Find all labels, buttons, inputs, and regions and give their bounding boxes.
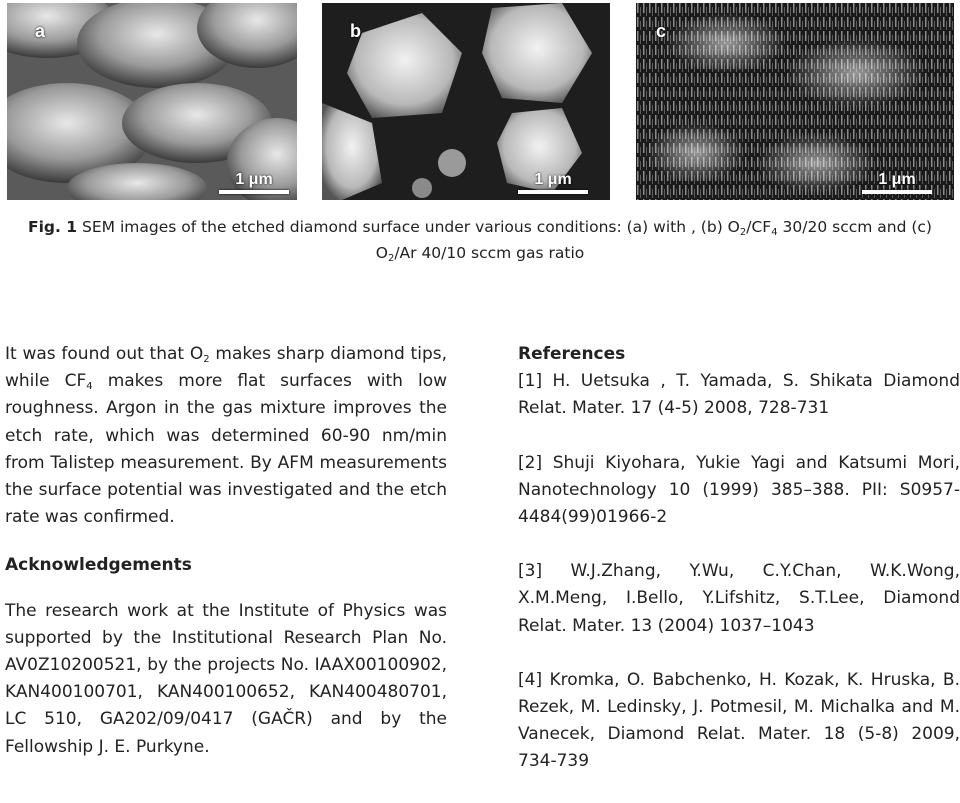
results-text-c: makes more flat surfaces with low roughness. Argon in the gas mixture improves the etch rate, which was determined 60-90 nm/min from Talistep measurement. By AFM measurements the surface potential was investigated and the etch rate was confirmed. bbox=[5, 371, 448, 528]
scale-text-c: 1 μm bbox=[878, 171, 916, 188]
figure-label: Fig. 1 bbox=[28, 218, 78, 236]
reference-item-1: [1] H. Uetsuka , T. Yamada, S. Shikata Diamond Relat. Mater. 17 (4-5) 2008, 728-731 bbox=[518, 371, 960, 419]
results-sub-1: 2 bbox=[203, 354, 210, 365]
caption-sub-1: 2 bbox=[739, 227, 747, 238]
caption-text-4: O bbox=[375, 244, 388, 262]
caption-text-5: /Ar 40/10 sccm gas ratio bbox=[394, 244, 585, 262]
reference-item-4: [4] Kromka, O. Babchenko, H. Kozak, K. Hruska, B. Rezek, M. Ledinsky, J. Potmesil, M. Michalka and M. Vanecek, Diamond Relat. Mater. 18 (5-8) 2009, 734-739 bbox=[518, 669, 960, 772]
caption-text-2: /CF bbox=[746, 218, 772, 236]
results-paragraph bbox=[5, 341, 447, 531]
scale-line-c bbox=[862, 190, 932, 194]
panel-label-b: b bbox=[350, 21, 361, 41]
reference-item-2: [2] Shuji Kiyohara, Yukie Yagi and Katsumi Mori, Nanotechnology 10 (1999) 385–388. PII: S0957-4484(99)01966-2 bbox=[518, 452, 960, 528]
results-text-a: It was found out that O bbox=[5, 344, 204, 364]
caption-text-3: 30/20 sccm and (c) bbox=[777, 218, 932, 236]
scale-text-a: 1 μm bbox=[235, 171, 273, 188]
left-column bbox=[5, 341, 447, 761]
references-column bbox=[518, 341, 960, 803]
scale-bar-c bbox=[862, 171, 932, 194]
scale-line-a bbox=[219, 190, 289, 194]
caption-text-1: SEM images of the etched diamond surface under various conditions: (a) with , (b) O bbox=[77, 218, 740, 236]
caption-sub-2: 4 bbox=[771, 227, 778, 238]
panel-label-a: a bbox=[35, 21, 46, 41]
reference-item-3: [3] W.J.Zhang, Y.Wu, C.Y.Chan, W.K.Wong, X.M.Meng, I.Bello, Y.Lifshitz, S.T.Lee, Diamond Relat. Mater. 13 (2004) 1037–1043 bbox=[518, 561, 960, 636]
acknowledgements-heading: Acknowledgements bbox=[5, 555, 192, 576]
results-text-b: makes sharp diamond tips, while CF bbox=[5, 344, 447, 392]
panel-label-c: c bbox=[656, 21, 667, 41]
caption-sub-3: 2 bbox=[387, 253, 395, 264]
scale-line-b bbox=[518, 190, 588, 194]
scale-bar-a bbox=[219, 171, 289, 194]
acknowledgements-text: The research work at the Institute of Physics was supported by the Institutional Research Plan No. AV0Z10200521, by the projects No. IAAX00100902, KAN400100701, KAN400100652, KAN400480701, LC 510, GA202/09/0417 (GAČR) and by the Fellowship J. E. Purkyne. bbox=[5, 600, 447, 757]
sem-image-c bbox=[636, 3, 954, 200]
scale-text-b: 1 μm bbox=[534, 171, 572, 188]
sem-image-a bbox=[7, 3, 297, 200]
results-sub-2: 4 bbox=[86, 381, 93, 393]
sem-image-b bbox=[322, 3, 610, 200]
references-heading: References bbox=[518, 344, 626, 364]
figure-caption bbox=[0, 214, 960, 266]
scale-bar-b bbox=[518, 171, 588, 194]
